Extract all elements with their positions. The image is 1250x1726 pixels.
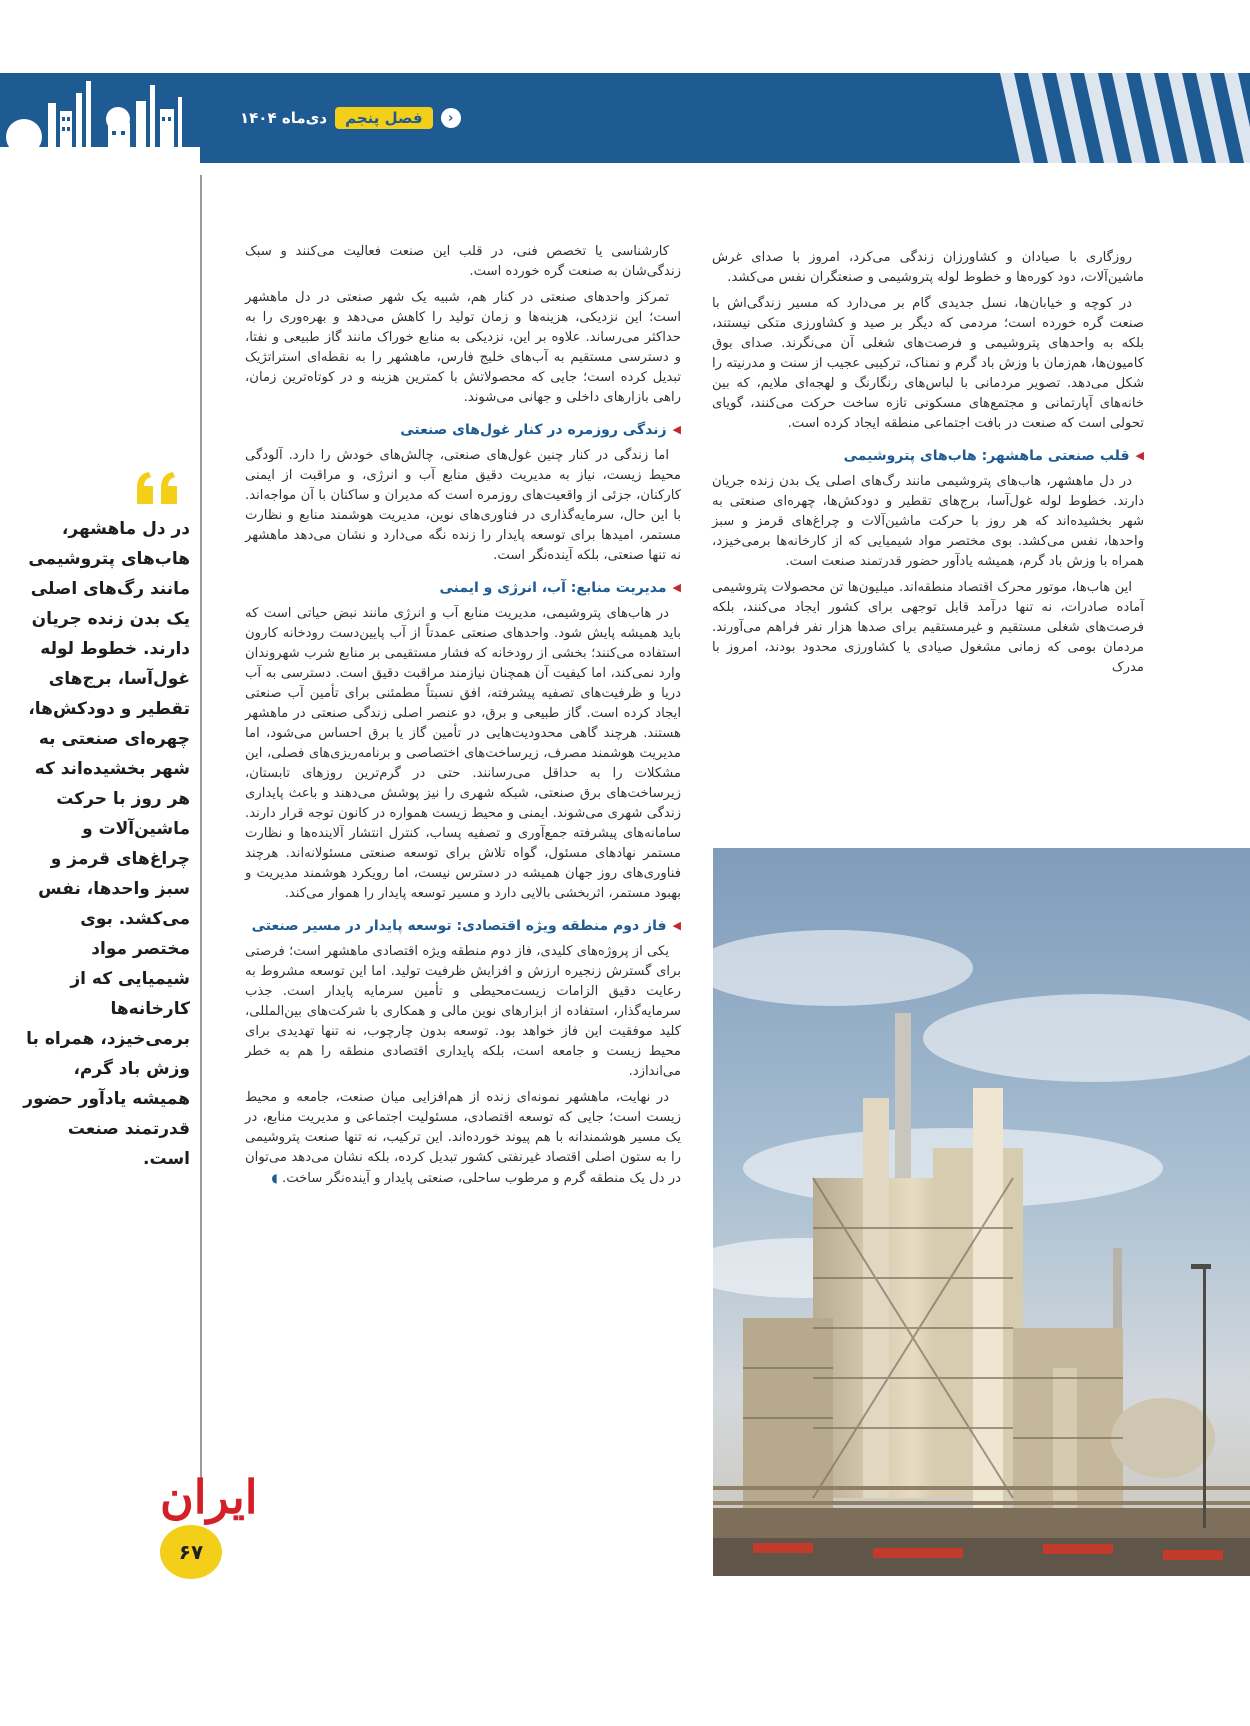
magazine-logo: ایران bbox=[160, 1470, 258, 1524]
paragraph: در دل ماهشهر، هاب‌های پتروشیمی مانند رگ‌های اصلی یک بدن زنده جریان دارند. خطوط لوله غول‌آسا، برج‌های تقطیر و دودکش‌ها، چهره‌ای صنعتی به شهر بخشیده‌اند که هر روز با حرکت ماشین‌آلات و چراغ‌های قرمز و سبز واحدها، نفس می‌کشد. بوی مختصر مواد شیمیایی که از کارخانه‌ها برمی‌خیزد، همراه با وزش باد گرم، همیشه یادآور حضور قدرتمند صنعت است. bbox=[712, 474, 1144, 569]
paragraph: در هاب‌های پتروشیمی، مدیریت منابع آب و انرژی مانند نبض حیاتی است که باید همیشه پایش شود. واحدهای صنعتی عمدتاً از آب پایین‌دست رودخانه کارون استفاده می‌کنند؛ بخشی از رودخانه که فشار مستقیمی بر منابع شرب شهروندان وارد نمی‌کند، اما کیفیت آن همچنان نیازمند مراقبت دقیق است. دسترسی به آب دریا و ظرفیت‌های تصفیه پیشرفته، افق نسبتاً مطمئنی برای تأمین آب صنعتی ایجاد کرده است. گاز طبیعی و برق، دو عنصر اصلی زندگی صنعتی در ماهشهر هستند. هرچند گاهی محدودیت‌هایی در تأمین گاز یا برق احساس می‌شود، اما مدیریت هوشمند مصرف، زیرساخت‌های اختصاصی و برنامه‌ریزی‌های فصلی، این مشکلات را به حداقل می‌رسانند. حتی در گرم‌ترین روزهای تابستان، زیرساخت‌های برق صنعتی، شبکه شهری را نیز پوشش می‌دهند و باعث پایداری زندگی شهری می‌شوند. ایمنی و محیط زیست همواره در کانون توجه قرار دارند. سامانه‌های پیشرفته جمع‌آوری و تصفیه پساب، کنترل انتشار آلاینده‌ها و نظارت مستمر نهادهای مسئول، گواه تلاش برای توسعه صنعتی مسئولانه‌اند. هرچند فناوری‌های روز جهان همیشه در دسترس نیست، اما رویکرد هوشمند مدیریت و بهبود مستمر، اثربخشی بالایی دارد و مسیر توسعه پایدار را هموار می‌کند. bbox=[245, 606, 681, 901]
article-column-middle bbox=[245, 242, 681, 1195]
paragraph: کارشناسی یا تخصص فنی، در قلب این صنعت فعالیت می‌کنند و سبک زندگی‌شان به صنعت گره خورده است. bbox=[245, 244, 681, 279]
subheading bbox=[245, 916, 681, 936]
paragraph: تمرکز واحدهای صنعتی در کنار هم، شبیه یک شهر صنعتی در دل ماهشهر است؛ این نزدیکی، هزینه‌ها و زمان تولید را کاهش می‌دهد و بهره‌وری را به حداکثر می‌رساند. علاوه بر این، نزدیکی به منابع خوراک مانند گاز طبیعی و نفتا، و دسترسی مستقیم به آب‌های خلیج فارس، ماهشهر را به نقطه‌ای استراتژیک تبدیل کرده است؛ جایی که محصولاتش با کمترین هزینه و در کوتاه‌ترین زمان، راهی بازارهای داخلی و جهانی می‌شوند. bbox=[245, 290, 681, 405]
refinery-skyline-icon bbox=[0, 73, 200, 163]
triangle-bullet-icon: ◀ bbox=[672, 919, 681, 932]
margin-divider bbox=[200, 175, 202, 1500]
paragraph-text: در نهایت، ماهشهر نمونه‌ای زنده از هم‌افزایی میان صنعت، جامعه و محیط زیست است؛ جایی که توسعه اقتصادی، مسئولیت اجتماعی و مدیریت منابع، در یک مسیر هوشمندانه با هم پیوند خورده‌اند. این ترکیب، نه تنها صنعت پتروشیمی را به ستون اصلی اقتصاد غیرنفتی کشور تبدیل کرده، بلکه نشان می‌دهد می‌توان در دل یک منطقه گرم و مرطوب ساحلی، صنعتی پایدار و آینده‌نگر ساخت. bbox=[245, 1090, 681, 1186]
issue-date: دی‌ماه ۱۴۰۴ bbox=[240, 109, 328, 127]
pull-quote: در دل ماهشهر، هاب‌های پتروشیمی مانند رگ‌های اصلی یک بدن زنده جریان دارند. خطوط لوله غول‌آسا، برج‌های تقطیر و دودکش‌ها، چهره‌ای صنعتی به شهر بخشیده‌اند که هر روز با حرکت ماشین‌آلات و چراغ‌های قرمز و سبز واحدها، نفس می‌کشد. بوی مختصر مواد شیمیایی که از کارخانه‌ها برمی‌خیزد، همراه با وزش باد گرم، همیشه یادآور حضور قدرتمند صنعت است. bbox=[23, 519, 190, 1169]
subheading-text: قلب صنعتی ماهشهر: هاب‌های پتروشیمی bbox=[843, 448, 1130, 464]
paragraph: یکی از پروژه‌های کلیدی، فاز دوم منطقه ویژه اقتصادی ماهشهر است؛ فرصتی برای گسترش زنجیره ارزش و افزایش ظرفیت تولید. اما این توسعه مشروط به رعایت دقیق الزامات زیست‌محیطی و تأمین سرمایه پایدار است. جذب سرمایه‌گذار، استفاده از ابزارهای نوین مالی و همکاری با شرکت‌های بین‌المللی، کلید موفقیت این فاز خواهد بود. توسعه بدون چارچوب، نه تنها تهدیدی برای محیط زیست و جامعه است، بلکه پایداری اقتصادی منطقه را هم به خطر می‌اندازد. bbox=[245, 944, 681, 1079]
section-label: فصل پنجم bbox=[335, 107, 433, 129]
refinery-photo bbox=[713, 848, 1250, 1576]
subheading-text: زندگی روزمره در کنار غول‌های صنعتی bbox=[400, 422, 667, 438]
subheading bbox=[245, 420, 681, 440]
paragraph: این هاب‌ها، موتور محرک اقتصاد منطقه‌اند. میلیون‌ها تن محصولات پتروشیمی آماده صادرات، نه تنها درآمد قابل توجهی برای کشور ایجاد می‌کنند، بلکه فرصت‌های شغلی مستقیم و غیرمستقیم برای صدها هزار نفر فراهم می‌آورند. مردمان بومی که زمانی مشغول صیادی یا کشاورزی محدود بودند، امروز با مدرک bbox=[712, 580, 1144, 675]
triangle-bullet-icon: ◀ bbox=[1135, 449, 1144, 462]
header-stripes bbox=[1000, 73, 1250, 163]
paragraph: اما زندگی در کنار چنین غول‌های صنعتی، چالش‌های خودش را دارد. آلودگی محیط زیست، نیاز به مدیریت دقیق منابع آب و انرژی، و مراقبت از ایمنی کارکنان، جزئی از واقعیت‌های روزمره است که مدیران و ساکنان با آن مواجه‌اند. با این حال، سرمایه‌گذاری در فناوری‌های نوین، مدیریت هوشمند منابع و نظارت مستمر، امیدها برای توسعه پایدار را زنده نگه می‌دارد و نشان می‌دهد ماهشهر نه تنها صنعتی، بلکه آینده‌نگر است. bbox=[245, 448, 681, 563]
quote-mark-icon bbox=[133, 470, 183, 506]
paragraph bbox=[245, 1088, 681, 1189]
header-title-group bbox=[240, 104, 461, 132]
subheading-text: فاز دوم منطقه ویژه اقتصادی: توسعه پایدار در مسیر صنعتی bbox=[251, 918, 667, 934]
triangle-bullet-icon: ◀ bbox=[672, 581, 681, 594]
page-number: ۶۷ bbox=[160, 1525, 222, 1579]
subheading-text: مدیریت منابع: آب، انرژی و ایمنی bbox=[439, 580, 667, 596]
article-column-right bbox=[712, 248, 1144, 684]
triangle-bullet-icon: ◀ bbox=[672, 423, 681, 436]
subheading bbox=[712, 446, 1144, 466]
subheading bbox=[245, 578, 681, 598]
chevron-right-icon[interactable]: › bbox=[441, 108, 461, 128]
paragraph: روزگاری با صیادان و کشاورزان زندگی می‌کرد، امروز با صدای غرش ماشین‌آلات، دود کوره‌ها و خطوط لوله پتروشیمی و صنعتگران نفس می‌کشد. bbox=[712, 250, 1144, 285]
header-band bbox=[0, 73, 1250, 163]
paragraph: در کوچه و خیابان‌ها، نسل جدیدی گام بر می‌دارد که مسیر زندگی‌اش با صنعت گره خورده است؛ مردمی که دیگر بر صید و کشاورزی متکی نیستند، بلکه به واحدهای پتروشیمی و فرصت‌های شغلی آن می‌نگرند. صدای بوق کامیون‌ها، هم‌زمان با وزش باد گرم و نمناک، ترکیبی عجیب از سنت و مدرنیته را شکل می‌دهد. تصویر مردمانی با لباس‌های رنگارنگ و لهجه‌ای ملایم، که بین خانه‌های آپارتمانی و مجتمع‌های مسکونی تازه ساخت حرکت می‌کنند، گویای تحولی است که صنعت در بافت اجتماعی منطقه ایجاد کرده است. bbox=[712, 296, 1144, 431]
end-of-article-icon: ◖ bbox=[271, 1171, 278, 1185]
